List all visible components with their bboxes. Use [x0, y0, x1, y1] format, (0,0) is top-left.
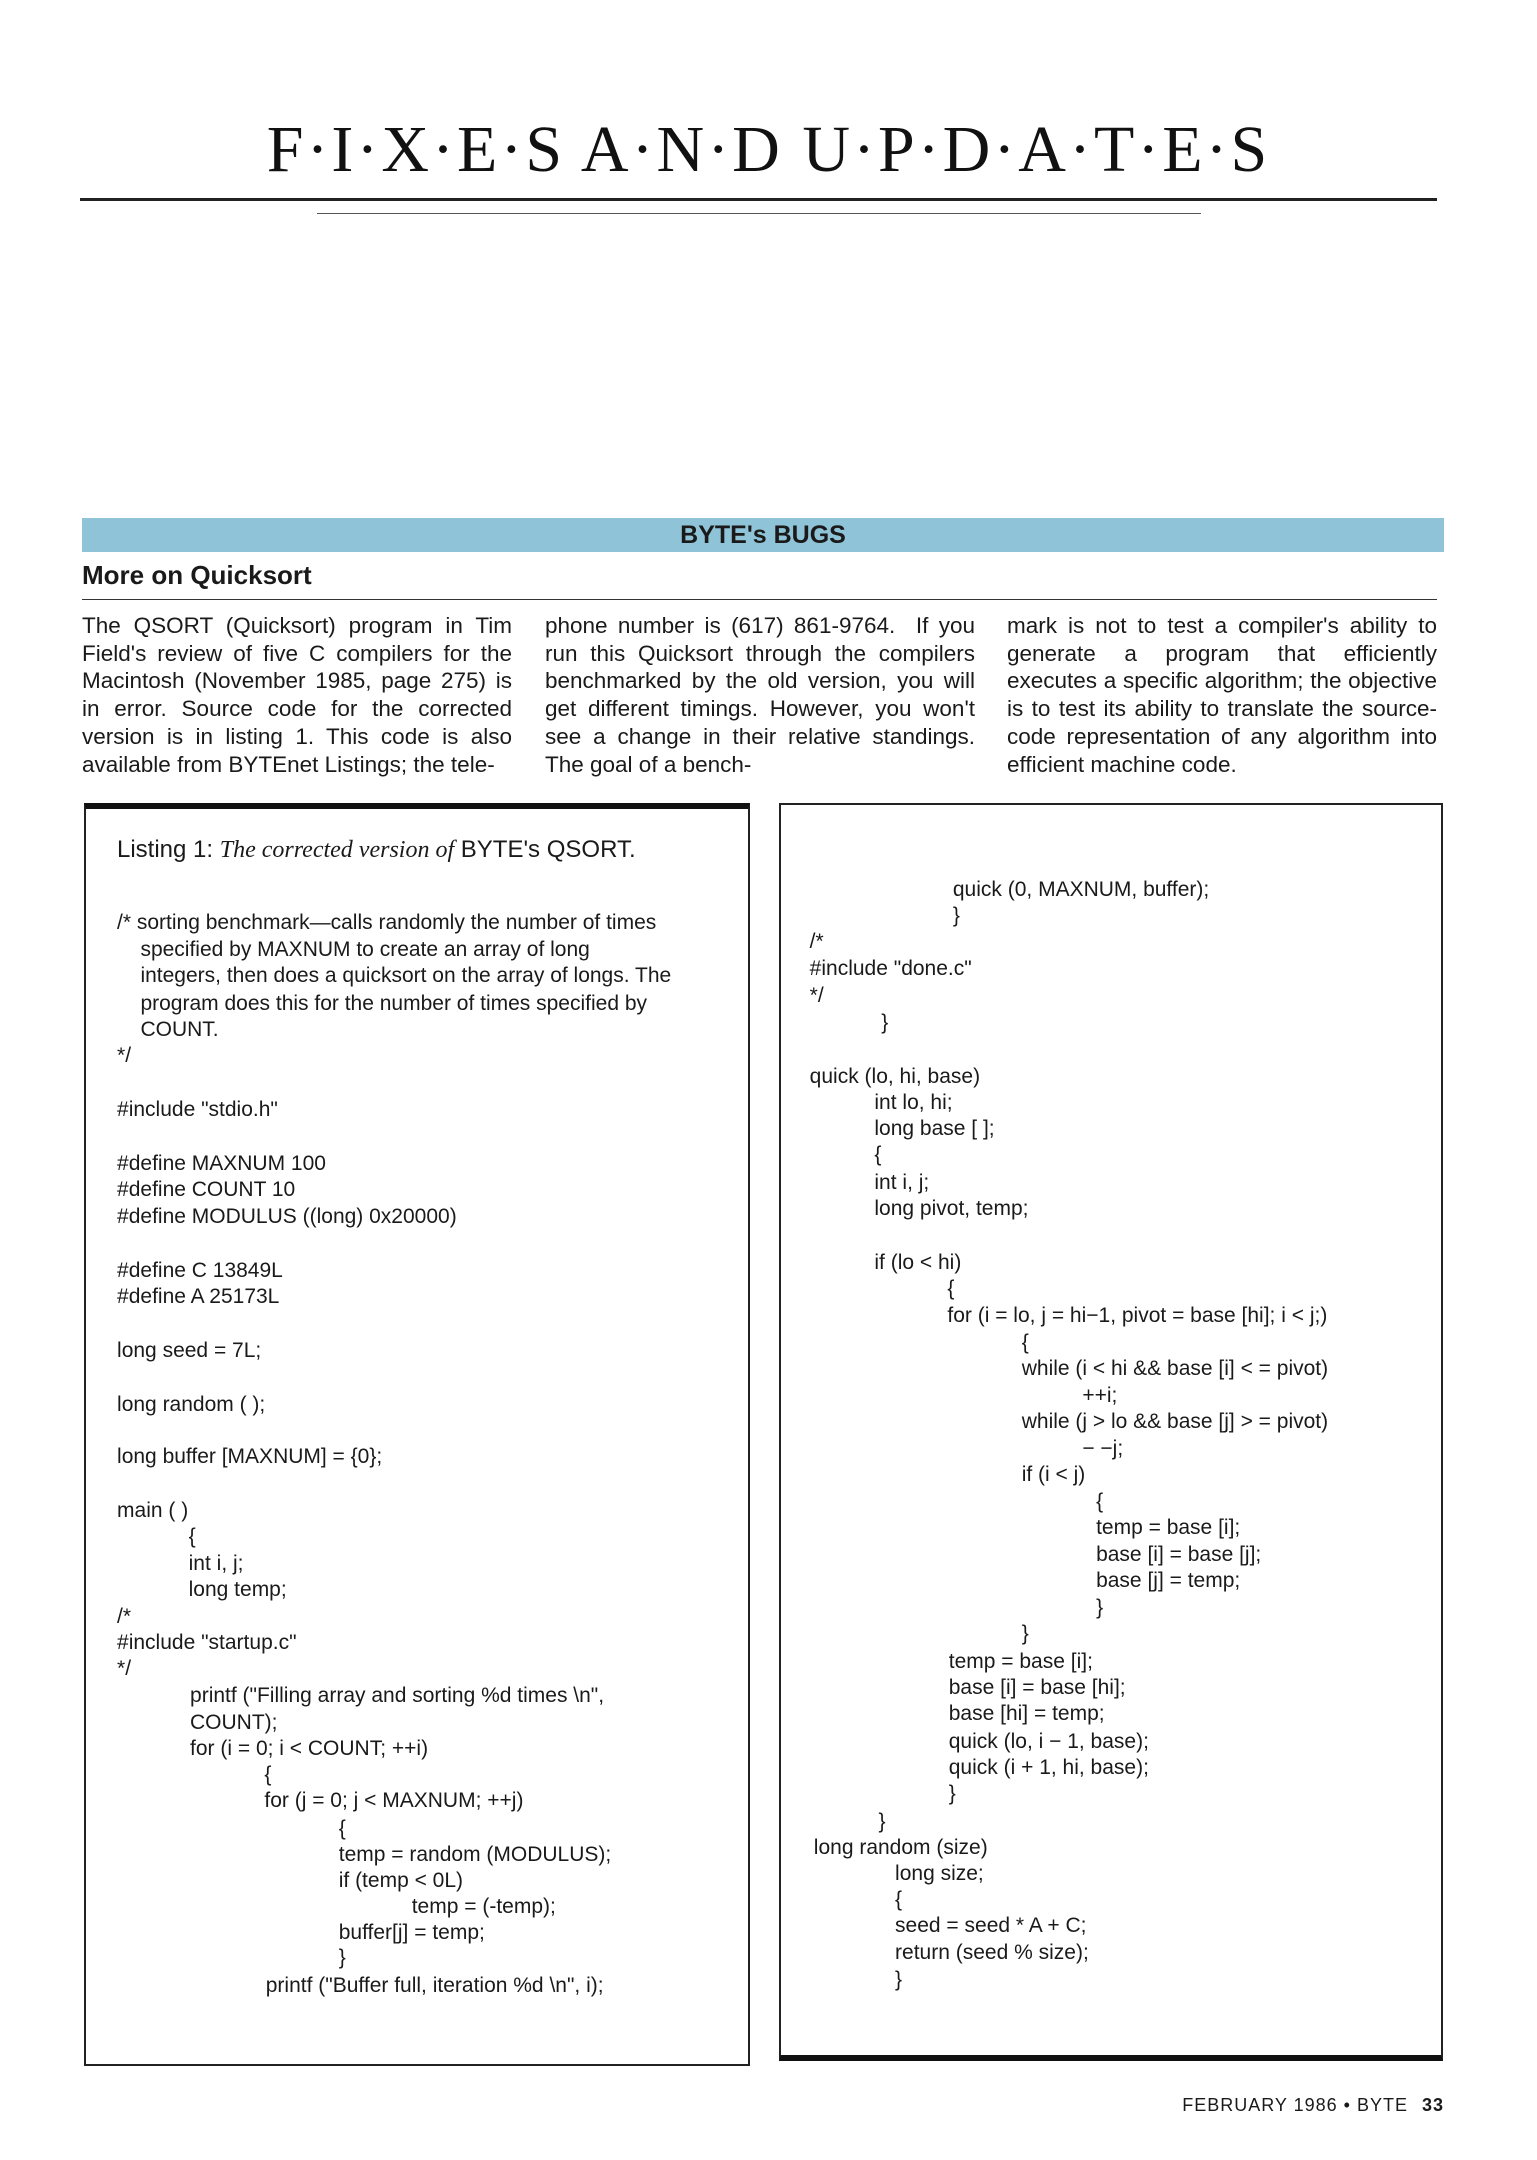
code-line: {: [947, 1276, 955, 1300]
code-line: while (j > lo && base [j] > = pivot): [1021, 1410, 1329, 1434]
code-line: {: [1021, 1330, 1029, 1354]
code-line: #define COUNT 10: [117, 1177, 296, 1201]
listing-caption: [117, 836, 636, 864]
code-line: long random ( );: [117, 1392, 266, 1416]
article-rule: [82, 599, 1437, 600]
code-line: }: [948, 1782, 956, 1806]
header-rule: [80, 198, 1437, 201]
code-line: {: [188, 1524, 196, 1548]
code-line: temp = base [i];: [948, 1650, 1093, 1674]
code-line: seed = seed * A + C;: [895, 1914, 1087, 1938]
code-line: }: [338, 1946, 346, 1970]
code-line: }: [878, 1809, 886, 1833]
code-line: COUNT);: [190, 1710, 278, 1734]
footer-issue: FEBRUARY 1986 • BYTE: [1182, 2095, 1408, 2115]
code-line: integers, then does a quicksort on the array of longs. The: [140, 964, 672, 988]
section-band-label: BYTE's BUGS: [680, 521, 846, 549]
page-title: F·I·X·E·S A·N·D U·P·D·A·T·E·S: [266, 113, 1271, 186]
page-footer: [1182, 2095, 1444, 2116]
code-line: base [hi] = temp;: [948, 1702, 1105, 1726]
body-column-2: phone number is (617) 861-9764. If you run this Quicksort through the compilers benchmarked by the old version, you will get different timings. However, you won't see a change in their relative standings. The goal of a bench-: [545, 613, 975, 777]
page-number: 33: [1421, 2095, 1444, 2115]
code-line: quick (lo, i − 1, base);: [948, 1729, 1149, 1753]
code-line: base [j] = temp;: [1096, 1568, 1241, 1592]
code-line: long buffer [MAXNUM] = {0};: [117, 1444, 383, 1468]
code-line: long random (size): [813, 1835, 988, 1859]
code-line: /*: [117, 1604, 132, 1628]
code-line: }: [952, 903, 960, 927]
caption-suffix: BYTE's QSORT.: [454, 836, 636, 863]
code-line: {: [338, 1816, 346, 1840]
code-line: #define MODULUS ((long) 0x20000): [117, 1205, 457, 1229]
body-column-3: mark is not to test a compiler's ability to generate a program that efficiently executes a specific algorithm; the objective is to test its ability to translate the source-code representation of any algorithm into efficient machine code.: [1007, 613, 1437, 777]
code-line: base [i] = base [j];: [1096, 1542, 1262, 1566]
code-line: long seed = 7L;: [117, 1338, 262, 1362]
code-line: /*: [809, 929, 824, 953]
code-line: {: [874, 1143, 882, 1167]
code-line: if (i < j): [1021, 1462, 1086, 1486]
code-line: specified by MAXNUM to create an array of long: [140, 938, 590, 962]
code-line: program does this for the number of times specified by: [140, 991, 648, 1015]
code-line: */: [809, 983, 824, 1007]
code-line: #define C 13849L: [117, 1258, 283, 1282]
code-line: int i, j;: [874, 1170, 930, 1194]
code-line: − −j;: [1082, 1436, 1124, 1460]
code-line: return (seed % size);: [895, 1940, 1089, 1964]
code-line: quick (i + 1, hi, base);: [948, 1756, 1149, 1780]
code-line: }: [881, 1011, 889, 1035]
code-line: }: [1096, 1596, 1104, 1620]
section-band: [82, 518, 1444, 552]
code-line: for (j = 0; j < MAXNUM; ++j): [264, 1789, 524, 1813]
code-line: #include "startup.c": [117, 1630, 297, 1654]
code-line: for (i = lo, j = hi−1, pivot = base [hi]; i < j;): [947, 1304, 1328, 1328]
code-line: {: [1096, 1490, 1104, 1514]
code-line: buffer[j] = temp;: [338, 1921, 485, 1945]
code-line: {: [264, 1762, 272, 1786]
code-line: #include "done.c": [809, 957, 972, 981]
code-line: }: [895, 1968, 903, 1992]
code-line: {: [895, 1888, 903, 1912]
code-line: main ( ): [117, 1498, 189, 1522]
code-line: }: [1021, 1622, 1029, 1646]
code-line: #define MAXNUM 100: [117, 1151, 326, 1175]
code-line: temp = (-temp);: [411, 1895, 556, 1919]
code-line: for (i = 0; i < COUNT; ++i): [190, 1736, 429, 1760]
code-line: long temp;: [188, 1578, 287, 1602]
code-line: if (lo < hi): [874, 1250, 962, 1274]
caption-prefix: Listing 1:: [117, 836, 220, 863]
code-line: COUNT.: [140, 1017, 219, 1041]
code-line: long pivot, temp;: [874, 1196, 1029, 1220]
caption-italic: The corrected version of: [219, 837, 455, 863]
code-line: */: [117, 1656, 132, 1680]
code-line: printf ("Buffer full, iteration %d \n", i);: [265, 1973, 604, 1997]
code-line: ++i;: [1082, 1384, 1118, 1408]
code-line: int lo, hi;: [874, 1090, 953, 1114]
code-line: quick (0, MAXNUM, buffer);: [952, 877, 1210, 901]
code-line: #define A 25173L: [117, 1285, 280, 1309]
code-line: long size;: [895, 1862, 984, 1886]
code-line: */: [117, 1044, 132, 1068]
code-line: #include "stdio.h": [117, 1097, 278, 1121]
article-heading: More on Quicksort: [82, 560, 312, 590]
code-line: int i, j;: [188, 1552, 244, 1576]
code-line: temp = random (MODULUS);: [338, 1842, 612, 1866]
code-line: quick (lo, hi, base): [809, 1064, 981, 1088]
code-line: base [i] = base [hi];: [948, 1676, 1126, 1700]
header-subrule: [317, 213, 1201, 214]
code-line: long base [ ];: [874, 1117, 995, 1141]
code-line: if (temp < 0L): [338, 1868, 464, 1892]
code-line: printf ("Filling array and sorting %d times \n",: [190, 1684, 605, 1708]
code-line: /* sorting benchmark—calls randomly the number of times: [117, 910, 657, 934]
body-column-1: The QSORT (Quicksort) program in Tim Field's review of five C compilers for the Macintosh (November 1985, page 275) is in error. Source code for the corrected version is in listing 1. This code is also available from BYTEnet Listings; the tele-: [82, 613, 512, 777]
code-line: temp = base [i];: [1096, 1516, 1241, 1540]
code-line: while (i < hi && base [i] < = pivot): [1021, 1356, 1329, 1380]
